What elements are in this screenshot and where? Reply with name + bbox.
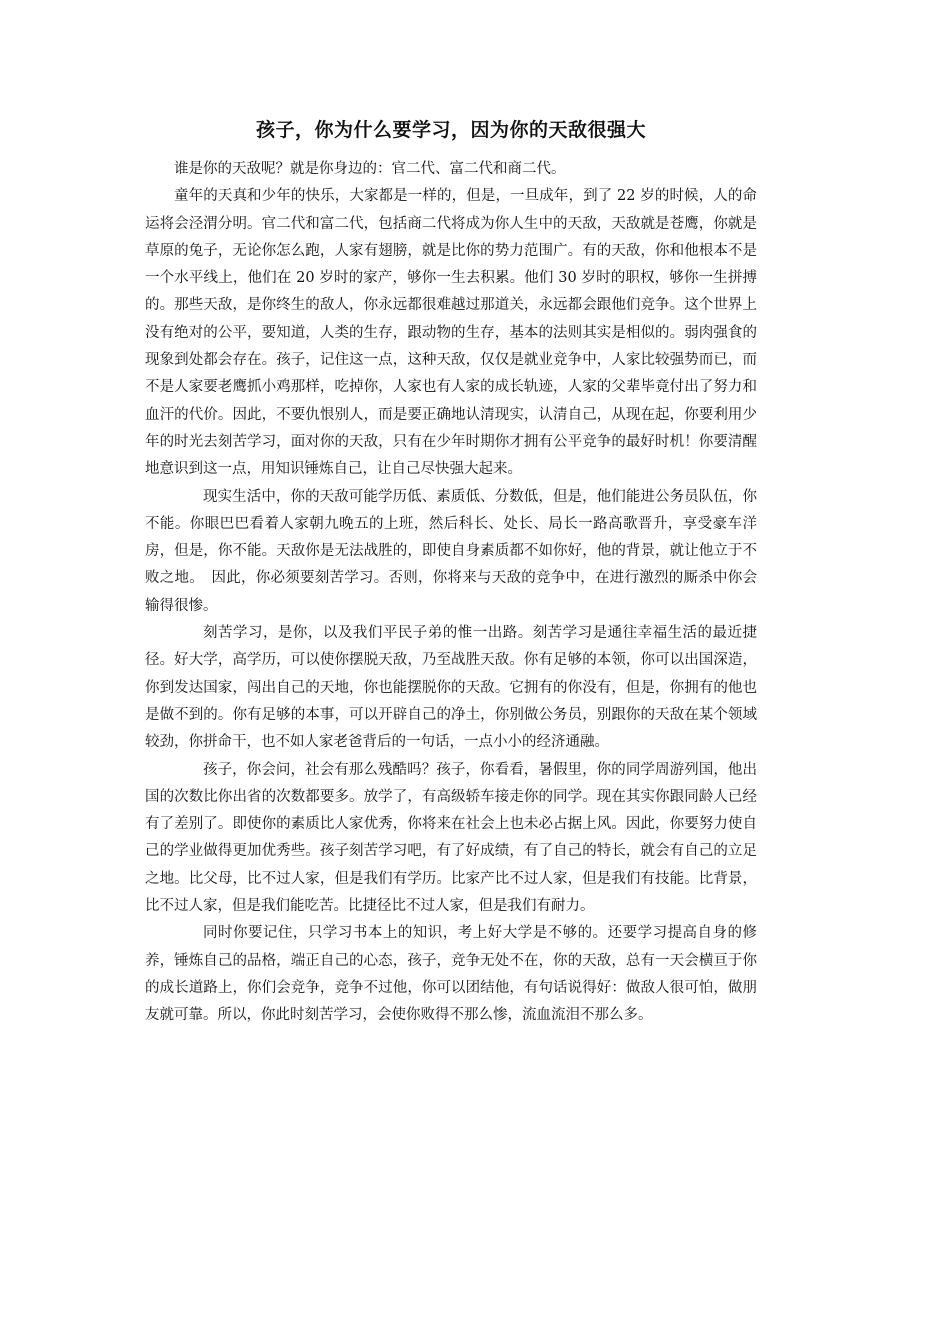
paragraph-6: 同时你要记住，只学习书本上的知识，考上好大学是不够的。还要学习提高自身的修养，锤炼自己的品格，端正自己的心态，孩子，竞争无处不在，你的天敌，总有一天会横亘于你的成长道路上，你们会竞争，竞争不过他，你可以团结他，有句话说得好：做敌人很可怕，做朋友就可靠。所以，你此时刻苦学习，会使你败得不那么惨，流血流泪不那么多。 — [145, 925, 757, 1024]
paragraph-4: 刻苦学习，是你，以及我们平民子弟的惟一出路。刻苦学习是通往幸福生活的最近捷径。好大学，高学历，可以使你摆脱天敌，乃至战胜天敌。你有足够的本领，你可以出国深造，你到发达国家，闯出自己的天地，你也能摆脱你的天敌。它拥有的你没有，但是，你拥有的他也是做不到的。你有足够的本事，可以开辟自己的净土，你别做公务员，别跟你的天敌在某个领域较劲，你拼命干，也不如人家老爸背后的一句话，一点小小的经济通融。 — [145, 625, 757, 751]
document-title: 孩子，你为什么要学习，因为你的天敌很强大 — [255, 119, 646, 141]
paragraph-2: 童年的天真和少年的快乐，大家都是一样的，但是，一旦成年，到了 22 岁的时候，人的命运将会泾渭分明。官二代和富二代，包括商二代将成为你人生中的天敌，天敌就是苍鹰，你就是草原的兔子，无论你怎么跑，人家有翅膀，就是比你的势力范围广。有的天敌，你和他根本不是一个水平线上，他们在 20 岁时的家产，够你一生去积累。他们 30 岁时的职权，够你一生拼搏的。那些天敌，是你终生的敌人，你永远都很难越过那道关，永远都会跟他们竞争。这个世界上没有绝对的公平，要知道，人类的生存，跟动物的生存，基本的法则其实是相似的。弱肉强食的现象到处都会存在。孩子，记住这一点，这种天敌，仅仅是就业竞争中，人家比较强势而已，而不是人家要老鹰抓小鸡那样，吃掉你，人家也有人家的成长轨迹，人家的父辈毕竟付出了努力和血汗的代价。因此，不要仇恨别人，而是要正确地认清现实，认清自己，从现在起，你要利用少年的时光去刻苦学习，面对你的天敌，只有在少年时期你才拥有公平竞争的最好时机！你要清醒地意识到这一点，用知识锤炼自己，让自己尽快强大起来。 — [145, 188, 757, 478]
paragraph-1: 谁是你的天敌呢？就是你身边的：官二代、富二代和商二代。 — [174, 161, 566, 177]
document-body — [145, 156, 757, 1030]
paragraph-5: 孩子，你会问，社会有那么残酷吗？孩子，你看看，暑假里，你的同学周游列国，他出国的次数比你出省的次数都要多。放学了，有高级轿车接走你的同学。现在其实你跟同龄人已经有了差别了。即使你的素质比人家优秀，你将来在社会上也未必占据上风。因此，你要努力使自己的学业做得更加优秀些。孩子刻苦学习吧，有了好成绩，有了自己的特长，就会有自己的立足之地。比父母，比不过人家，但是我们有学历。比家产比不过人家，但是我们有技能。比背景，比不过人家，但是我们能吃苦。比捷径比不过人家，但是我们有耐力。 — [145, 761, 757, 915]
paragraph-3: 现实生活中，你的天敌可能学历低、素质低、分数低，但是，他们能进公务员队伍，你不能。你眼巴巴看着人家朝九晚五的上班，然后科长、处长、局长一路高歌晋升，享受豪车洋房，但是，你不能。天敌你是无法战胜的，即使自身素质都不如你好，他的背景，就让他立于不败之地。 因此，你必须要刻苦学习。否则，你将来与天敌的竞争中，在进行激烈的厮杀中你会输得很惨。 — [145, 488, 757, 614]
